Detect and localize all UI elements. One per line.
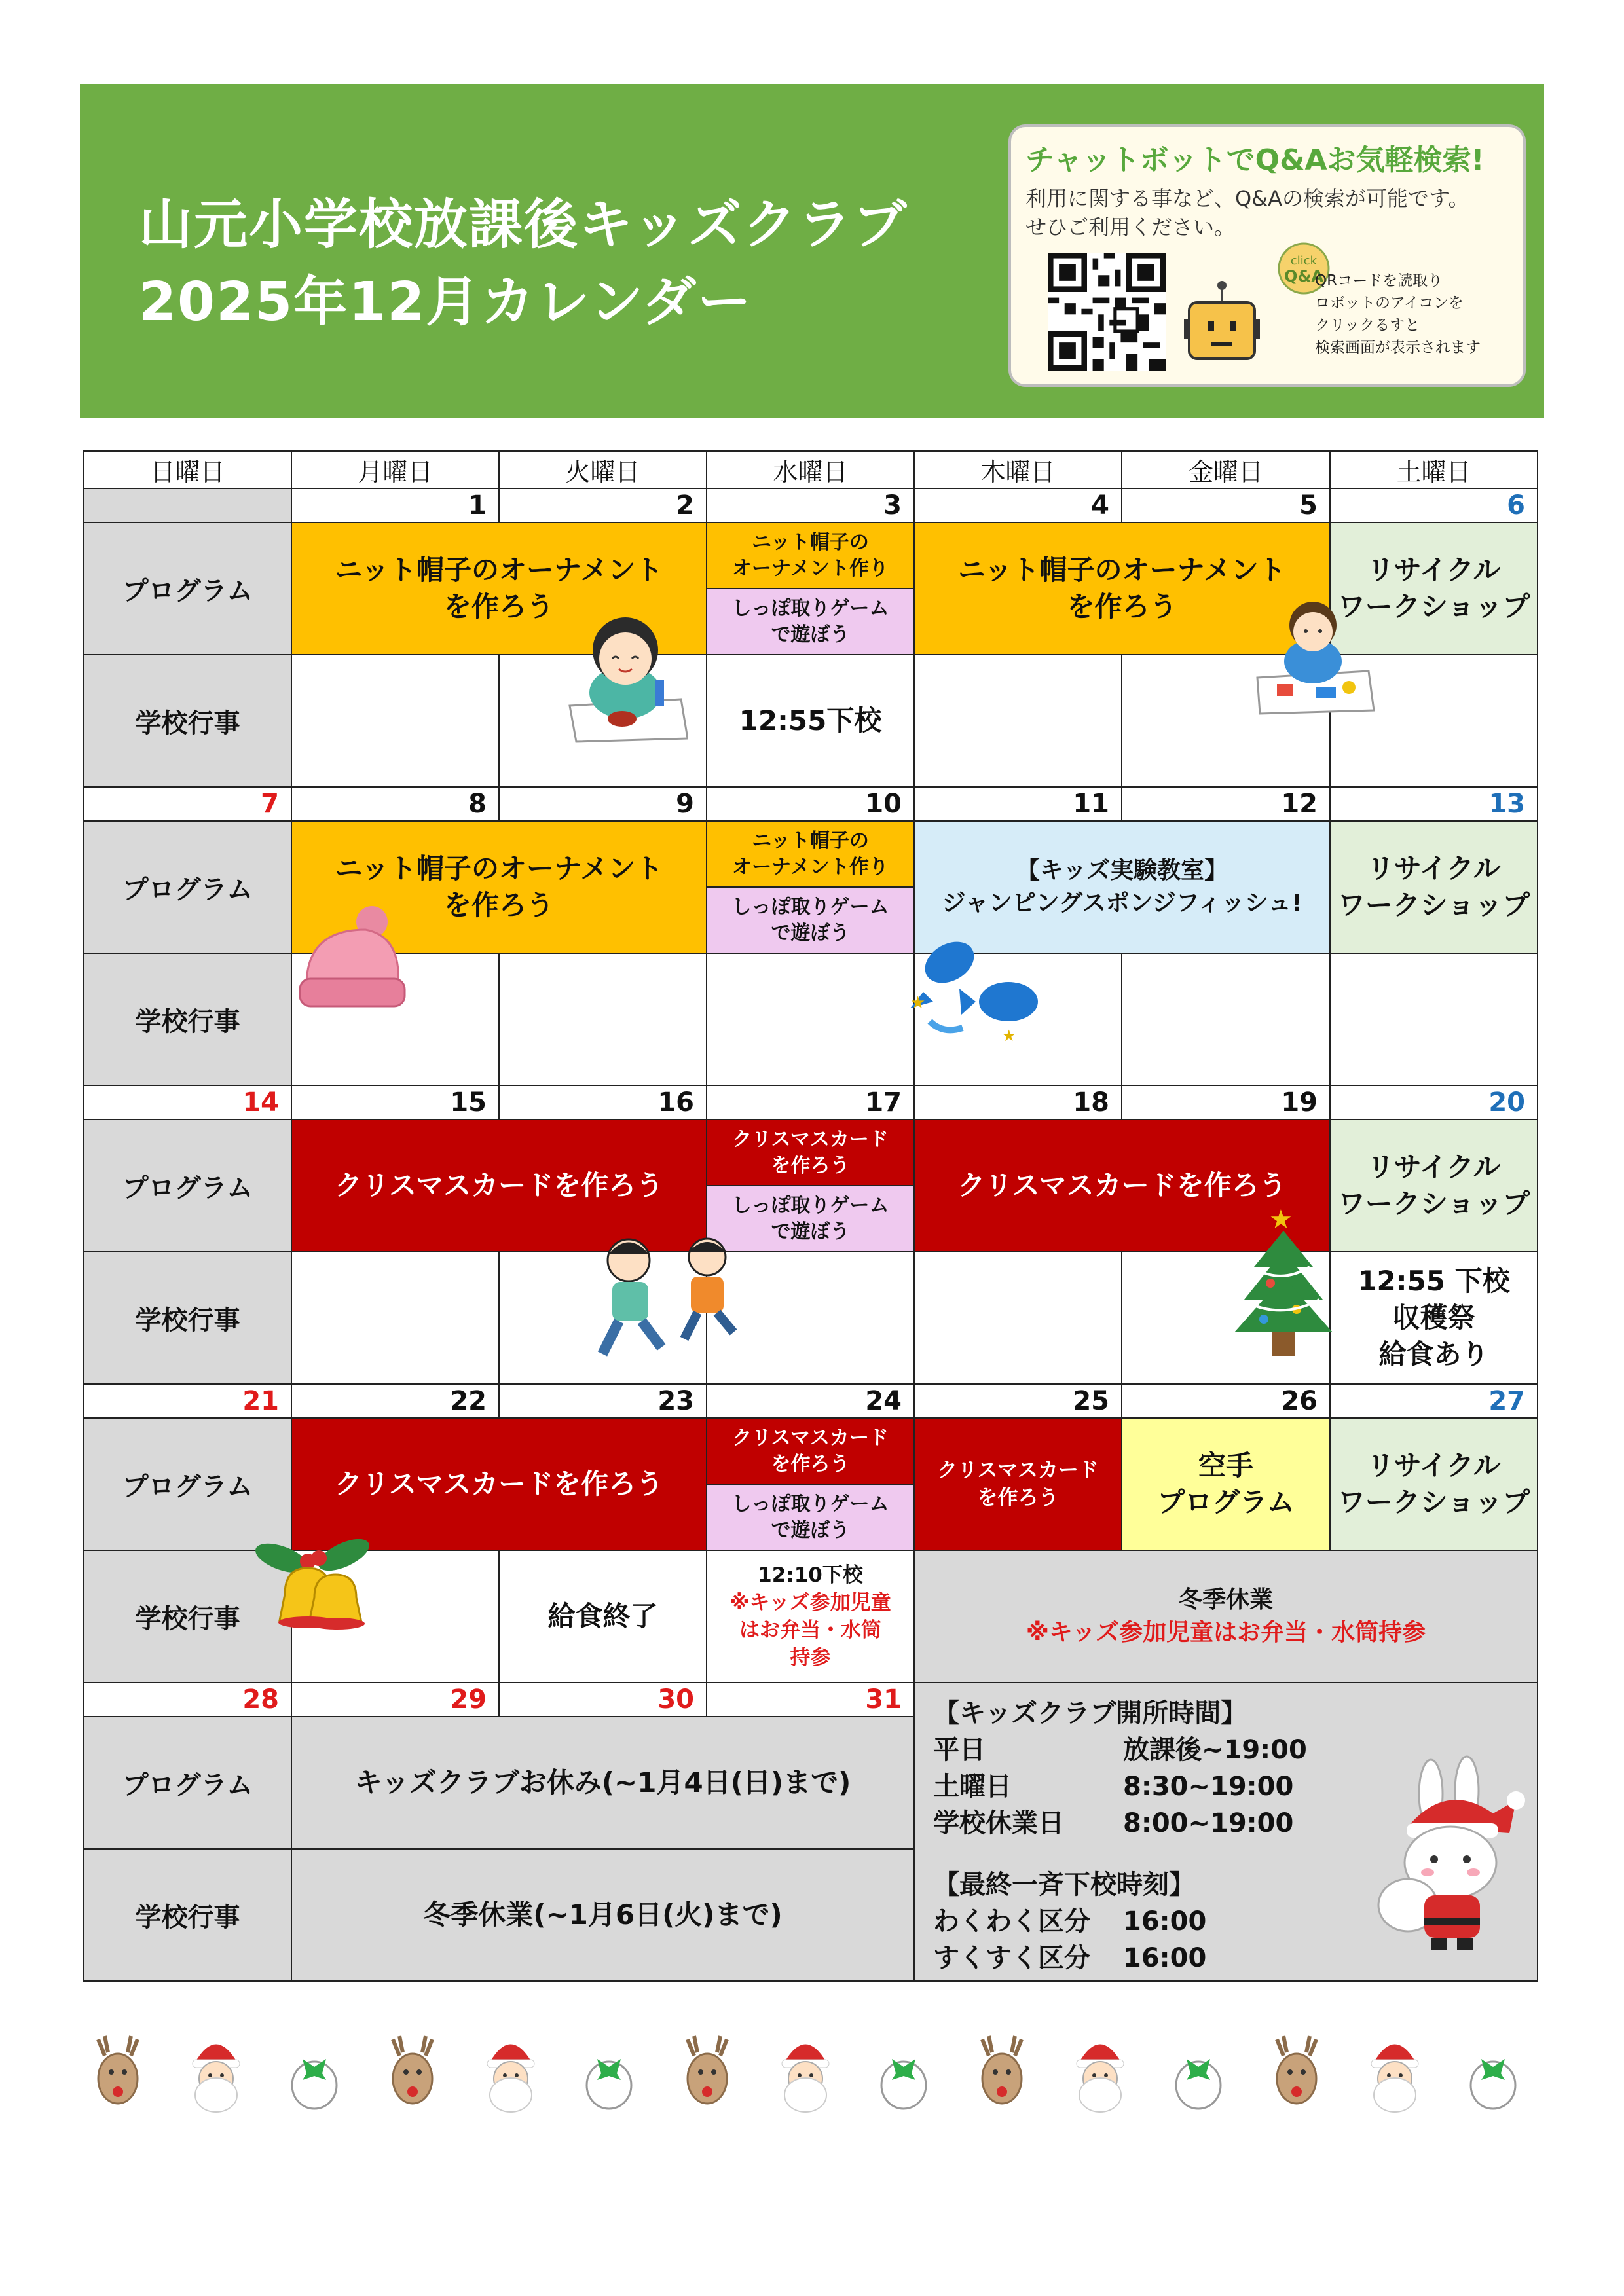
footer-decoration <box>79 2023 1545 2128</box>
row-label-program: プログラム <box>84 821 291 953</box>
date-cell: 9 <box>499 787 707 821</box>
date-cell: 21 <box>84 1384 291 1418</box>
boy-crafting-illustration <box>1251 589 1375 720</box>
date-cell: 12 <box>1122 787 1330 821</box>
program-christmas-card-thu <box>914 1418 1122 1550</box>
program-recycle-workshop <box>1330 821 1538 953</box>
program-text-2: ワークショップ <box>1337 889 1530 921</box>
opening-hours <box>933 1695 1307 1977</box>
girl-drawing-illustration <box>563 601 688 745</box>
holly-bells-illustration <box>252 1532 377 1656</box>
christmas-tree-illustration <box>1231 1205 1336 1362</box>
gift-bag-icon <box>292 2059 337 2109</box>
program-text-1: クリスマスカード <box>937 1459 1099 1482</box>
date-cell: 27 <box>1330 1384 1538 1418</box>
week5-date-row <box>84 1683 1538 1717</box>
row-label-school: 学校行事 <box>84 655 291 787</box>
weekday-wed: 水曜日 <box>707 451 914 488</box>
dismissal-row: わくわく区分 16:00 <box>933 1906 1207 1937</box>
program-text-2: を作ろう <box>1067 591 1177 623</box>
event-cell <box>499 953 707 1085</box>
event-text-4: 持参 <box>790 1646 831 1669</box>
svg-text:★: ★ <box>910 993 926 1013</box>
chatbot-text-2: せひご利用ください。 <box>1025 215 1236 240</box>
date-cell: 20 <box>1330 1085 1538 1120</box>
date-cell: 24 <box>707 1384 914 1418</box>
row-label-school: 学校行事 <box>84 1849 291 1981</box>
program-text-1: 空手 <box>1198 1449 1253 1482</box>
program-split-cell <box>707 821 914 953</box>
date-cell: 22 <box>291 1384 499 1418</box>
event-text-1: 12:55 下校 <box>1357 1265 1510 1297</box>
date-cell: 10 <box>707 787 914 821</box>
program-christmas-card-small: クリスマスカード を作ろう <box>707 1120 913 1185</box>
svg-text:★: ★ <box>1002 1027 1016 1045</box>
event-text-1: 冬季休業 <box>1178 1586 1273 1613</box>
program-text-2: を作ろう <box>443 591 554 623</box>
program-tail-game: しっぽ取りゲーム で遊ぼう <box>707 588 913 654</box>
program-tail-game: しっぽ取りゲーム で遊ぼう <box>707 886 913 953</box>
event-text-3: 給食あり <box>1378 1338 1489 1370</box>
robot-icon[interactable] <box>1183 242 1333 373</box>
gift-bag-icon <box>587 2059 631 2109</box>
event-winter-break-note: 冬季休業(~1月6日(火)まで) <box>291 1849 914 1981</box>
dismissal-row: すくすく区分 16:00 <box>933 1943 1207 1973</box>
row-label-school: 学校行事 <box>84 953 291 1085</box>
program-christmas-card: クリスマスカードを作ろう <box>291 1418 707 1550</box>
weekday-thu: 木曜日 <box>914 451 1122 488</box>
event-cell <box>914 655 1122 787</box>
week1-date-row <box>84 488 1538 522</box>
date-cell: 29 <box>291 1683 499 1717</box>
knit-hat-illustration <box>293 903 411 1015</box>
hours-row: 学校休業日 8:00~19:00 <box>933 1808 1294 1838</box>
svg-text:click: click <box>1290 254 1318 268</box>
page-title-line1: 山元小学校放課後キッズクラブ <box>139 194 908 256</box>
program-text-2: を作ろう <box>443 889 554 921</box>
weekday-header-row <box>84 451 1538 488</box>
program-text-1: リサイクル <box>1367 1449 1501 1482</box>
santa-rabbit-illustration <box>1369 1755 1532 1951</box>
santa-face-icon <box>487 2045 534 2113</box>
program-text-2: ワークショップ <box>1337 1486 1530 1518</box>
event-cell <box>1330 953 1538 1085</box>
program-christmas-card-small: クリスマスカード を作ろう <box>707 1419 913 1484</box>
reindeer-icon <box>1277 2036 1316 2104</box>
program-knit-making: ニット帽子の オーナメント作り <box>707 523 913 588</box>
event-text-1: 12:10下校 <box>758 1563 863 1587</box>
santa-face-icon <box>782 2045 829 2113</box>
program-recycle-workshop <box>1330 1120 1538 1252</box>
date-cell: 26 <box>1122 1384 1330 1418</box>
svg-text:Q&A: Q&A <box>1284 267 1323 285</box>
chatbot-note-2: ロボットのアイコンを <box>1315 295 1464 312</box>
weekday-fri: 金曜日 <box>1122 451 1330 488</box>
week3-date-row <box>84 1085 1538 1120</box>
date-cell: 11 <box>914 787 1122 821</box>
chatbot-headline: チャットボットでQ&Aお気軽検索! <box>1025 143 1485 177</box>
program-text-2: ジャンピングスポンジフィッシュ! <box>942 890 1302 917</box>
weekday-sat: 土曜日 <box>1330 451 1538 488</box>
row-label-program: プログラム <box>84 522 291 655</box>
event-text-3: はお弁当・水筒 <box>739 1618 881 1642</box>
date-cell: 3 <box>707 488 914 522</box>
date-cell: 4 <box>914 488 1122 522</box>
event-cell <box>291 1252 499 1384</box>
gift-bag-icon <box>1471 2059 1515 2109</box>
date-cell: 18 <box>914 1085 1122 1120</box>
chatbot-note-1: QRコードを読取り <box>1315 272 1443 289</box>
event-cell <box>1122 953 1330 1085</box>
program-karate <box>1122 1418 1330 1550</box>
date-cell: 13 <box>1330 787 1538 821</box>
program-christmas-card: クリスマスカードを作ろう <box>291 1120 707 1252</box>
date-cell <box>84 488 291 522</box>
program-split-cell <box>707 522 914 655</box>
santa-face-icon <box>1077 2045 1124 2113</box>
row-label-program: プログラム <box>84 1717 291 1849</box>
program-text-2: プログラム <box>1157 1486 1295 1518</box>
reindeer-icon <box>982 2036 1022 2104</box>
weekday-mon: 月曜日 <box>291 451 499 488</box>
santa-face-icon <box>1371 2045 1418 2113</box>
date-cell: 17 <box>707 1085 914 1120</box>
program-text-1: リサイクル <box>1367 554 1501 586</box>
reindeer-icon <box>98 2036 138 2104</box>
event-text-2: ※キッズ参加児童 <box>729 1591 891 1614</box>
program-text-1: リサイクル <box>1367 852 1501 884</box>
row-label-program: プログラム <box>84 1418 291 1550</box>
week4-date-row <box>84 1384 1538 1418</box>
reindeer-icon <box>393 2036 432 2104</box>
weekday-sun: 日曜日 <box>84 451 291 488</box>
chatbot-text-1: 利用に関する事など、Q&Aの検索が可能です。 <box>1025 186 1469 211</box>
program-tail-game: しっぽ取りゲーム で遊ぼう <box>707 1484 913 1550</box>
event-cell <box>707 953 914 1085</box>
program-club-closed: キッズクラブお休み(~1月4日(日)まで) <box>291 1717 914 1849</box>
hours-title: 【キッズクラブ開所時間】 <box>933 1698 1247 1728</box>
program-text-1: ニット帽子のオーナメント <box>335 852 663 884</box>
program-text-1: ニット帽子のオーナメント <box>958 554 1286 586</box>
date-cell: 19 <box>1122 1085 1330 1120</box>
date-cell: 30 <box>499 1683 707 1717</box>
program-text-2: ワークショップ <box>1337 591 1530 623</box>
gift-bag-icon <box>881 2059 926 2109</box>
chatbot-instructions <box>1315 270 1481 359</box>
date-cell: 1 <box>291 488 499 522</box>
qr-code-icon[interactable] <box>1048 253 1166 371</box>
date-cell: 16 <box>499 1085 707 1120</box>
sponge-fish-illustration <box>904 923 1054 1067</box>
program-text-2: ワークショップ <box>1337 1188 1530 1220</box>
hours-row: 土曜日 8:30~19:00 <box>933 1772 1294 1802</box>
running-kids-illustration <box>583 1231 753 1375</box>
event-text-2: ※キッズ参加児童はお弁当・水筒持参 <box>1025 1619 1426 1646</box>
last-dismissal-title: 【最終一斉下校時刻】 <box>933 1870 1195 1900</box>
event-lunch-end: 給食終了 <box>499 1550 707 1683</box>
event-harvest-festival <box>1330 1252 1538 1384</box>
weekday-tue: 火曜日 <box>499 451 707 488</box>
date-cell: 5 <box>1122 488 1330 522</box>
chatbot-note-4: 検索画面が表示されます <box>1315 339 1481 356</box>
program-recycle-workshop <box>1330 1418 1538 1550</box>
page-title-line2: 2025年12月カレンダー <box>139 271 753 333</box>
santa-face-icon <box>193 2045 240 2113</box>
event-early-dismissal: 12:55下校 <box>707 655 914 787</box>
date-cell: 31 <box>707 1683 914 1717</box>
event-winter-break <box>914 1550 1538 1683</box>
program-text-1: リサイクル <box>1367 1151 1501 1183</box>
program-christmas-card: クリスマスカードを作ろう <box>914 1120 1330 1252</box>
date-cell: 8 <box>291 787 499 821</box>
row-label-program: プログラム <box>84 1120 291 1252</box>
week4-program-row <box>84 1418 1538 1550</box>
chatbot-info-box[interactable] <box>1008 124 1526 387</box>
event-cell <box>291 655 499 787</box>
program-text-1: 【キッズ実験教室】 <box>1016 857 1228 884</box>
date-cell: 2 <box>499 488 707 522</box>
program-tail-game: しっぽ取りゲーム で遊ぼう <box>707 1185 913 1251</box>
date-cell: 14 <box>84 1085 291 1120</box>
gift-bag-icon <box>1176 2059 1221 2109</box>
row-label-school: 学校行事 <box>84 1252 291 1384</box>
date-cell: 25 <box>914 1384 1122 1418</box>
event-cell <box>914 1252 1122 1384</box>
program-text-1: ニット帽子のオーナメント <box>335 554 663 586</box>
header-banner <box>80 84 1544 418</box>
program-knit-making: ニット帽子の オーナメント作り <box>707 822 913 886</box>
program-split-cell <box>707 1418 914 1550</box>
date-cell: 15 <box>291 1085 499 1120</box>
svg-text:★: ★ <box>1269 1205 1293 1235</box>
week2-date-row <box>84 787 1538 821</box>
date-cell: 28 <box>84 1683 291 1717</box>
event-early-dismissal-2 <box>707 1550 914 1683</box>
date-cell: 6 <box>1330 488 1538 522</box>
program-text-2: を作ろう <box>977 1486 1059 1510</box>
chatbot-note-3: クリックるすと <box>1315 317 1420 334</box>
row-label-school: 学校行事 <box>84 1550 291 1683</box>
reindeer-icon <box>688 2036 727 2104</box>
event-text-2: 収穫祭 <box>1392 1302 1475 1334</box>
date-cell: 23 <box>499 1384 707 1418</box>
hours-row: 平日 放課後~19:00 <box>933 1735 1307 1765</box>
date-cell: 7 <box>84 787 291 821</box>
